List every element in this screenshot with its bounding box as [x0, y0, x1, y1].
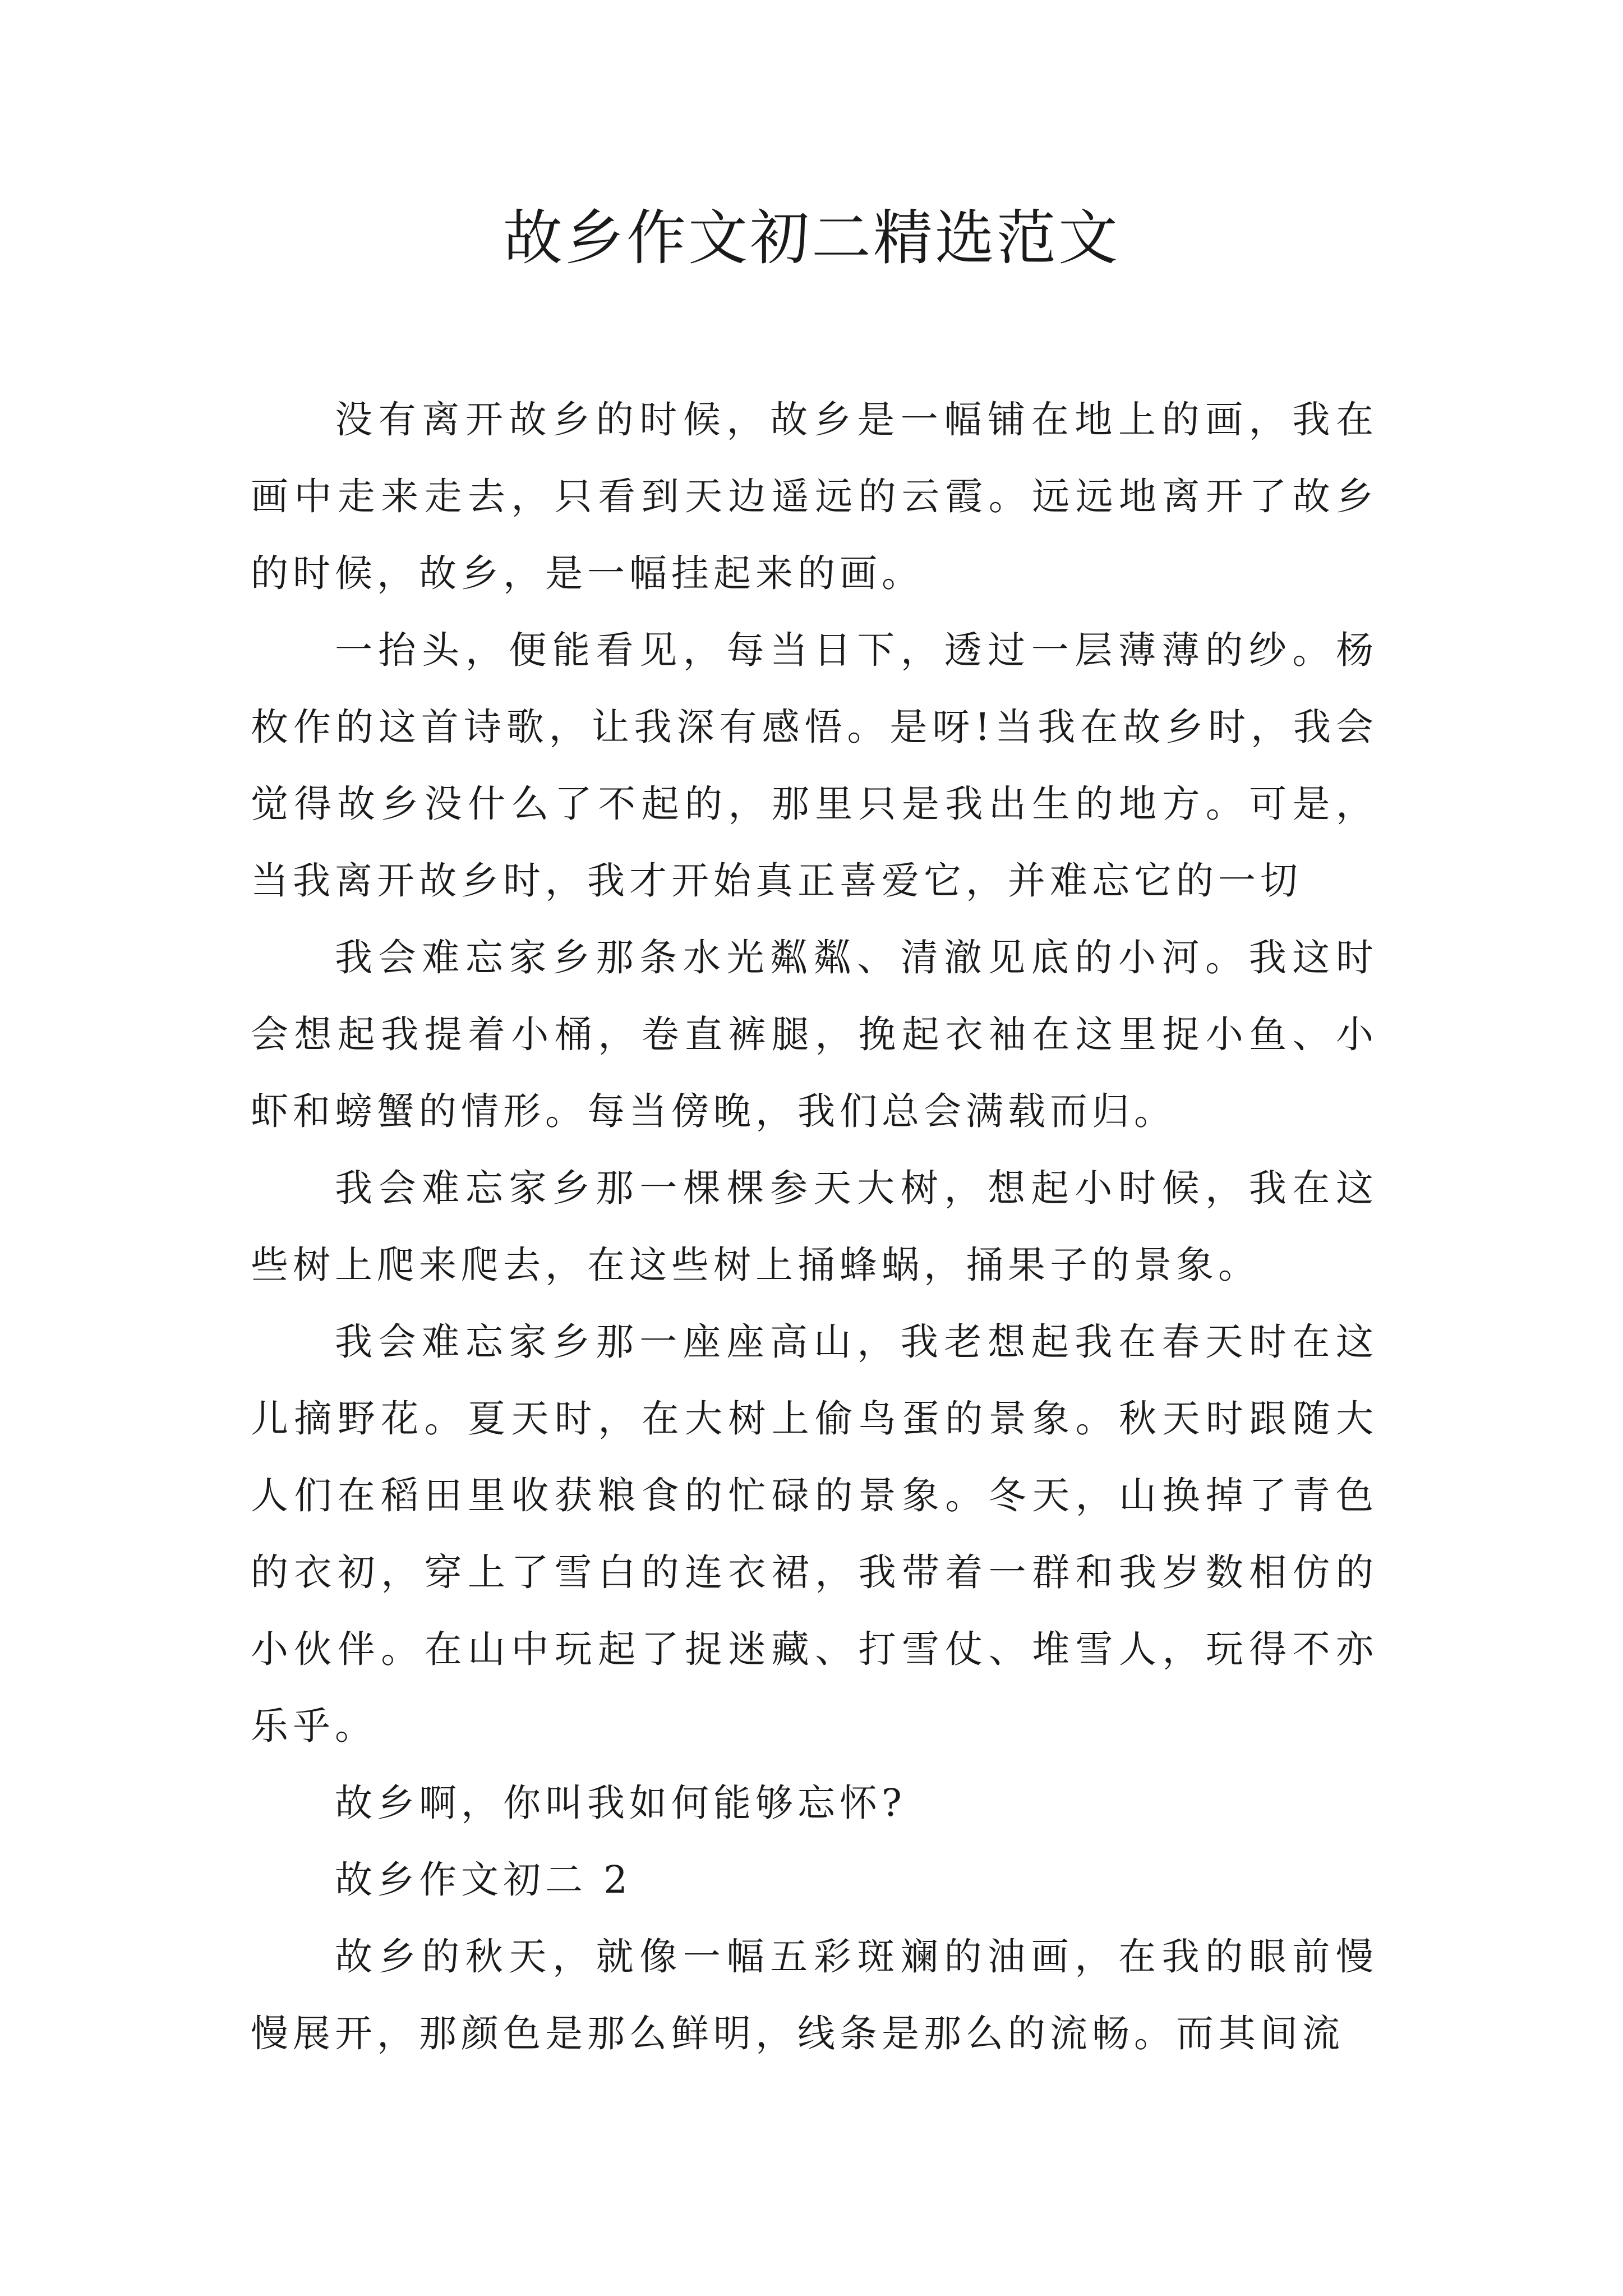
paragraph: 我会难忘家乡那条水光粼粼、清澈见底的小河。我这时会想起我提着小桶，卷直裤腿，挽起衣袖在这里捉小鱼、小虾和螃蟹的情形。每当傍晚，我们总会满载而归。: [251, 936, 1378, 1133]
document-title: 故乡作文初二精选范文: [503, 204, 1120, 273]
paragraph: 我会难忘家乡那一棵棵参天大树，想起小时候，我在这些树上爬来爬去，在这些树上捅蜂蜗，捅果子的景象。: [251, 1166, 1378, 1287]
document-body: [251, 381, 1378, 2072]
paragraph: 我会难忘家乡那一座座高山，我老想起我在春天时在这儿摘野花。夏天时，在大树上偷鸟蛋的景象。秋天时跟随大人们在稻田里收获粮食的忙碌的景象。冬天，山换掉了青色的衣初，穿上了雪白的连衣裙，我带着一群和我岁数相仿的小伙伴。在山中玩起了捉迷藏、打雪仗、堆雪人，玩得不亦乐乎。: [251, 1320, 1378, 1748]
paragraph: 故乡的秋天，就像一幅五彩斑斓的油画，在我的眼前慢慢展开，那颜色是那么鲜明，线条是那么的流畅。而其间流: [251, 1935, 1378, 2055]
paragraph: 一抬头，便能看见，每当日下，透过一层薄薄的纱。杨枚作的这首诗歌，让我深有感悟。是呀!当我在故乡时，我会觉得故乡没什么了不起的，那里只是我出生的地方。可是，当我离开故乡时，我才开始真正喜爱它，并难忘它的一切: [251, 628, 1378, 903]
section-heading: 故乡作文初二 2: [335, 1858, 632, 1902]
paragraph: 没有离开故乡的时候，故乡是一幅铺在地上的画，我在画中走来走去，只看到天边遥远的云霞。远远地离开了故乡的时候，故乡，是一幅挂起来的画。: [251, 398, 1378, 595]
paragraph: 故乡啊，你叫我如何能够忘怀?: [335, 1781, 906, 1825]
